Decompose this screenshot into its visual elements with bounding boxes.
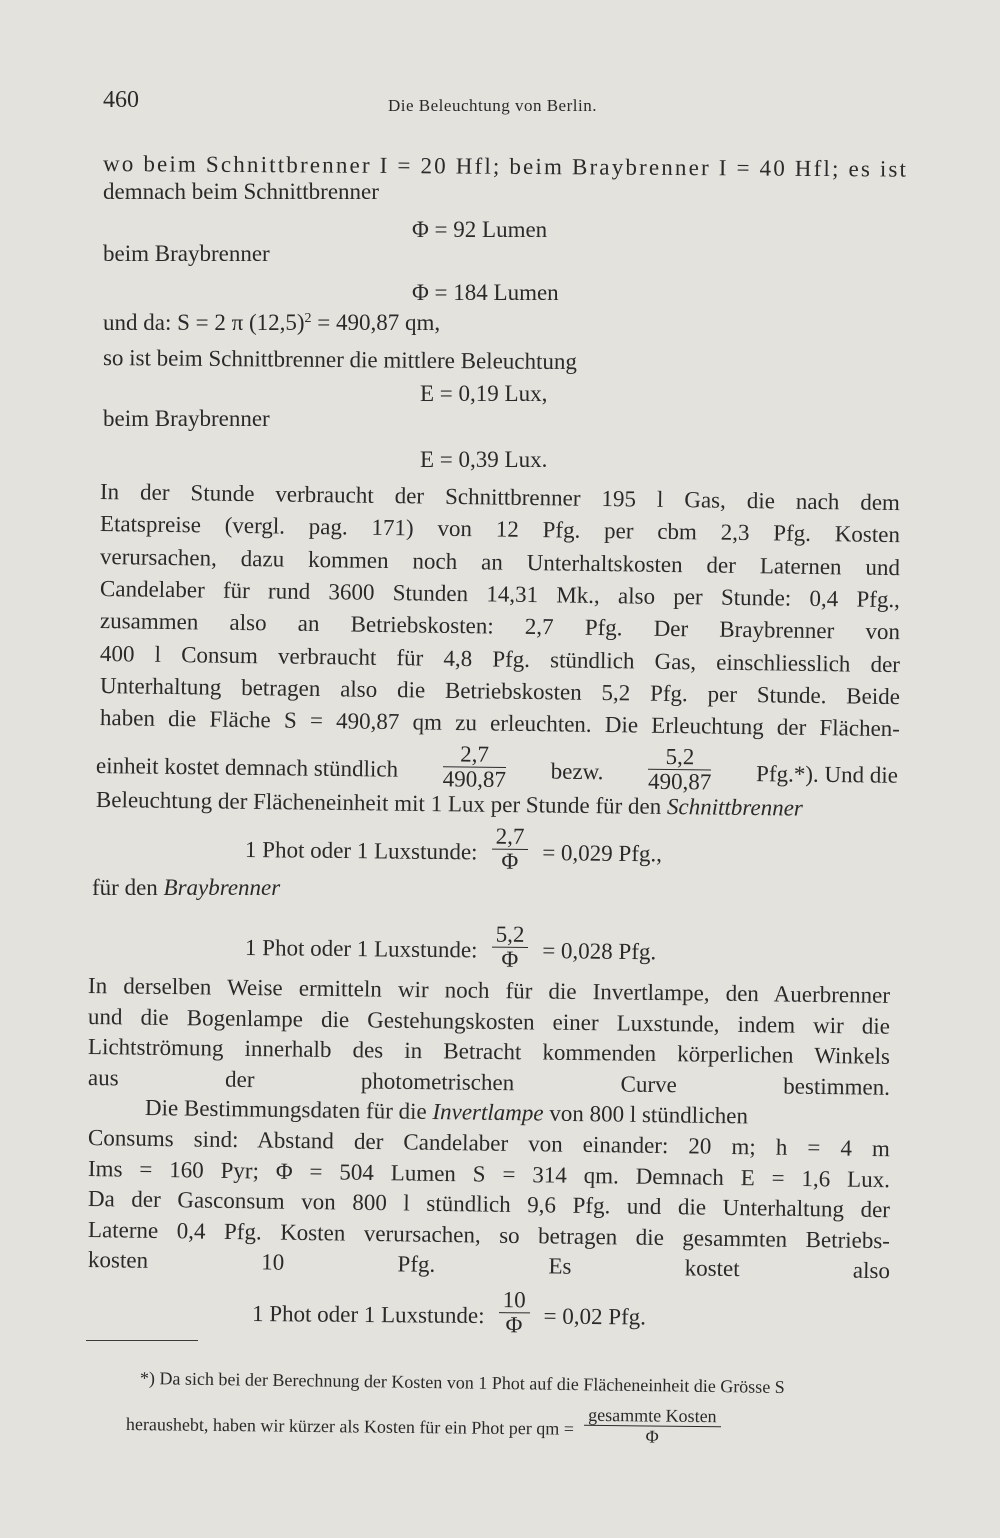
fraction: $\frac{2,7}{490,87}$ [442,740,507,792]
text-line: und die Bogenlampe die Gestehungskosten einer Luxstunde, indem wir die [87,1003,891,1039]
equation-line: 1 Phot oder 1 Luxstunde: $\frac{2,7}{\Phi}$ = 0,029 Pfg., [244,823,663,874]
fraction: $\frac{5,2}{490,87}$ [647,743,712,795]
equation-line: 1 Phot oder 1 Luxstunde: $\frac{10}{\Phi}$ = 0,02 Pfg. [251,1286,647,1337]
text-line: Da der Gasconsum von 800 l stündlich 9,6 Pfg. und die Unterhaltung der [87,1186,891,1223]
equation-line: E = 0,19 Lux, [420,381,548,406]
text-line: aus der photometrischen Curve bestimmen. [87,1064,891,1100]
text-line: Die Bestimmungsdaten für die Invertlampe von 800 l stündlichen [144,1095,749,1129]
text-line: In derselben Weise ermitteln wir noch für die Invertlampe, den Auerbrenner [87,973,891,1008]
text-line: wo beim Schnittbrenner I = 20 Hfl; beim Braybrenner I = 40 Hfl; es ist [102,151,909,182]
fraction: $\frac{\text{gesammte Kosten}}{\Phi}$ [584,1404,721,1446]
text-line: haben die Fläche S = 490,87 qm zu erleuchten. Die Erleuchtung der Flächen- [99,705,901,742]
text-line: Lichtströmung innerhalb des in Betracht kommenden körperlichen Winkels [87,1034,891,1069]
text-line: verursachen, dazu kommen noch an Unterhaltskosten der Laternen und [99,543,901,580]
fraction: $\frac{2,7}{\Phi}$ [491,824,528,873]
text-line: Consums sind: Abstand der Candelaber von einander: 20 m; h = 4 m [87,1125,891,1162]
text-line: Beleuchtung der Flächeneinheit mit 1 Lux per Stunde für den Schnittbrenner [95,787,803,821]
text-line: Etatspreise (vergl. pag. 171) von 12 Pfg. per cbm 2,3 Pfg. Kosten [99,511,901,548]
footnote-line: *) Da sich bei der Berechnung der Kosten von 1 Phot auf die Flächeneinheit die Grösse S [139,1368,785,1398]
text-line: demnach beim Schnittbrenner [103,179,379,204]
text-line: zusammen also an Betriebskosten: 2,7 Pfg. Der Braybrenner von [99,608,901,645]
text-line: beim Braybrenner [103,406,270,431]
text-line: beim Braybrenner [103,241,270,266]
text-line: 400 l Consum verbraucht für 4,8 Pfg. stündlich Gas, einschliesslich der [99,640,901,677]
equation-line: Φ = 184 Lumen [412,280,559,305]
text-line: In der Stunde verbraucht der Schnittbrenner 195 l Gas, die nach dem [99,479,901,516]
text-line: Unterhaltung betragen also die Betriebskosten 5,2 Pfg. per Stunde. Beide [99,672,901,709]
text-line: kosten 10 Pfg. Es kostet also [87,1247,891,1284]
equation-line: Φ = 92 Lumen [412,217,548,242]
fraction-line: einheit kostet demnach stündlich $\frac{2,7}{490,87}$ bezw. $\frac{5,2}{490,87}$ Pfg.*). Und die [95,740,899,795]
text-line: Laterne 0,4 Pfg. Kosten verursachen, so betragen die gesammten Betriebs- [87,1216,891,1253]
text-line: Candelaber für rund 3600 Stunden 14,31 Mk., also per Stunde: 0,4 Pfg., [99,575,901,613]
page-number: 460 [103,87,139,113]
fraction: $\frac{10}{\Phi}$ [498,1288,529,1337]
text-line: Ims = 160 Pyr; Φ = 504 Lumen S = 314 qm. Demnach E = 1,6 Lux. [87,1155,891,1192]
running-title: Die Beleuchtung von Berlin. [388,96,597,115]
equation-line: E = 0,39 Lux. [420,447,548,472]
fraction: $\frac{5,2}{\Phi}$ [491,922,528,971]
text-line: und da: S = 2 π $(12,5)^2 = 490,87$ qm, [103,310,441,335]
footnote-line: heraushebt, haben wir kürzer als Kosten für ein Phot per qm = $\frac{\text{gesammte Kosten}}{\Phi}$ [126,1400,731,1454]
text-line: für den Braybrenner [92,875,281,900]
text-line: so ist beim Schnittbrenner die mittlere Beleuchtung [102,345,578,375]
equation-line: 1 Phot oder 1 Luxstunde: $\frac{5,2}{\Phi}$ = 0,028 Pfg. [244,921,657,972]
footnote-rule [86,1340,198,1341]
